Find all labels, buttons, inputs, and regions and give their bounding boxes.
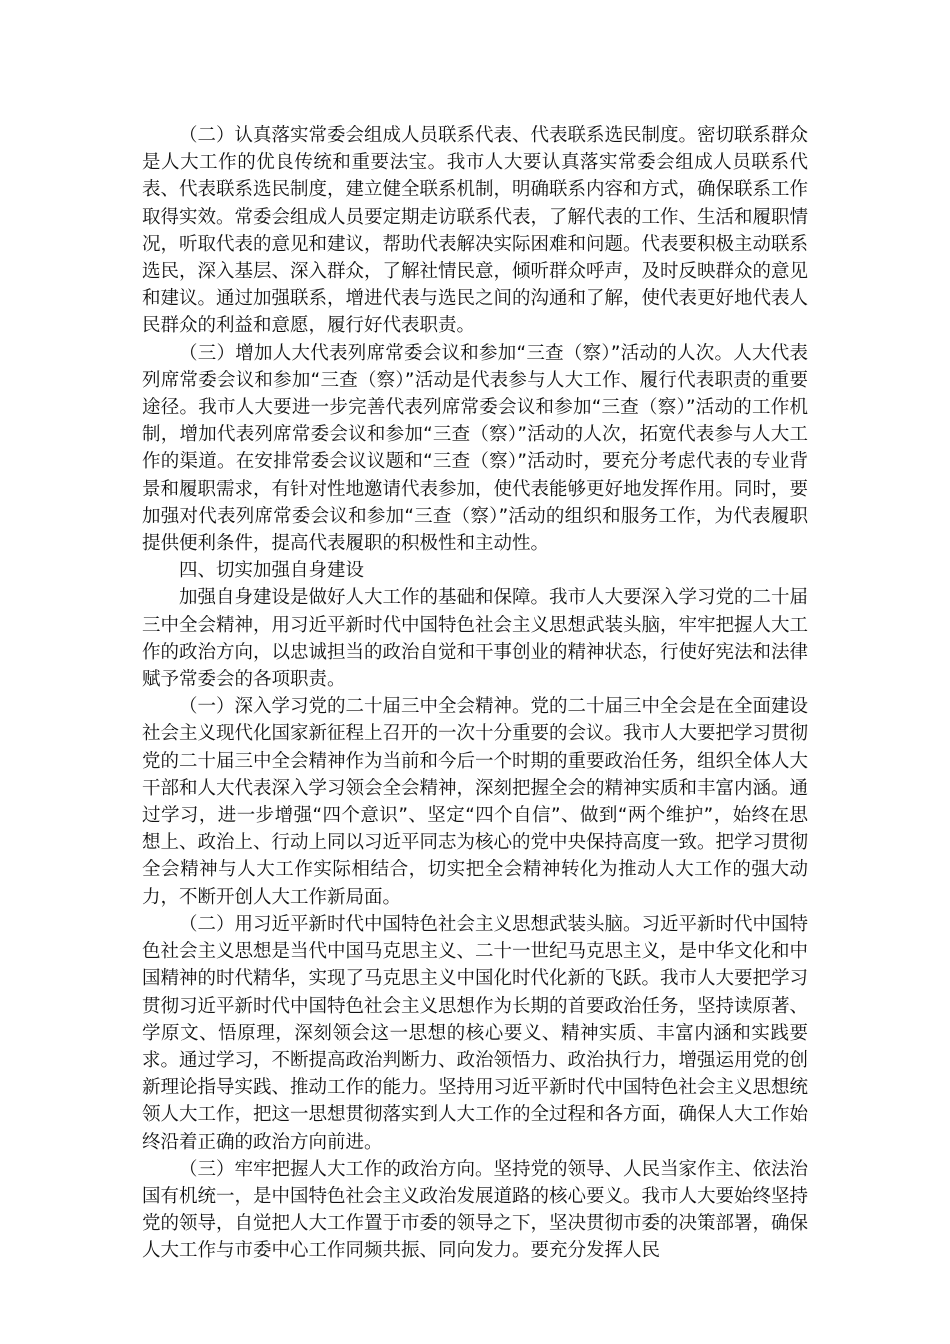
paragraph-sancha-activities: （三）增加人大代表列席常委会议和参加“三查（察）”活动的人次。人大代表列席常委会议和参加“三查（察）”活动是代表参与人大工作、履行代表职责的重要途径。我市人大要进一步完善代表列席常委会议和参加“三查（察）”活动的工作机制，增加代表列席常委会议和参加“三查（察）”活动的人次，拓宽代表参与人大工作的渠道。在安排常委会议议题和“三查（察）”活动时，要充分考虑代表的专业背景和履职需求，有针对性地邀请代表参加，使代表能够更好地发挥作用。同时，要加强对代表列席常委会议和参加“三查（察）”活动的组织和服务工作，为代表履职提供便利条件，提高代表履职的积极性和主动性。 (142, 342, 809, 555)
paragraph-self-building-intro: 加强自身建设是做好人大工作的基础和保障。我市人大要深入学习党的二十届三中全会精神，用习近平新时代中国特色社会主义思想武装头脑，牢牢把握人大工作的政治方向，以忠诚担当的政治自觉和干事创业的精神状态，行使好宪法和法律赋予常委会的各项职责。 (142, 587, 809, 691)
section-heading-self-building: 四、切实加强自身建设 (179, 560, 365, 582)
paragraph-representative-liaison: （二）认真落实常委会组成人员联系代表、代表联系选民制度。密切联系群众是人大工作的优良传统和重要法宝。我市人大要认真落实常委会组成人员联系代表、代表联系选民制度，建立健全联系机制，明确联系内容和方式，确保联系工作取得实效。常委会组成人员要定期走访联系代表，了解代表的工作、生活和履职情况，听取代表的意见和建议，帮助代表解决实际困难和问题。代表要积极主动联系选民，深入基层、深入群众，了解社情民意，倾听群众呼声，及时反映群众的意见和建议。通过加强联系，增进代表与选民之间的沟通和了解，使代表更好地代表人民群众的利益和意愿，履行好代表职责。 (142, 125, 809, 337)
paragraph-third-plenum-study: （一）深入学习党的二十届三中全会精神。党的二十届三中全会是在全面建设社会主义现代化国家新征程上召开的一次十分重要的会议。我市人大要把学习贯彻党的二十届三中全会精神作为当前和今后一个时期的重要政治任务，组织全体人大干部和人大代表深入学习领会全会精神，深刻把握全会的精神实质和丰富内涵。通过学习，进一步增强“四个意识”、坚定“四个自信”、做到“两个维护”，始终在思想上、政治上、行动上同以习近平同志为核心的党中央保持高度一致。把学习贯彻全会精神与人大工作实际相结合，切实把全会精神转化为推动人大工作的强大动力，不断开创人大工作新局面。 (142, 696, 809, 908)
paragraph-political-direction: （三）牢牢把握人大工作的政治方向。坚持党的领导、人民当家作主、依法治国有机统一，是中国特色社会主义政治发展道路的核心要义。我市人大要始终坚持党的领导，自觉把人大工作置于市委的领导之下，坚决贯彻市委的决策部署，确保人大工作与市委中心工作同频共振、同向发力。要充分发挥人民 (142, 1158, 809, 1262)
paragraph-xi-thought: （二）用习近平新时代中国特色社会主义思想武装头脑。习近平新时代中国特色社会主义思想是当代中国马克思主义、二十一世纪马克思主义，是中华文化和中国精神的时代精华，实现了马克思主义中国化时代化新的飞跃。我市人大要把学习贯彻习近平新时代中国特色社会主义思想作为长期的首要政治任务，坚持读原著、学原文、悟原理，深刻领会这一思想的核心要义、精神实质、丰富内涵和实践要求。通过学习，不断提高政治判断力、政治领悟力、政治执行力，增强运用党的创新理论指导实践、推动工作的能力。坚持用习近平新时代中国特色社会主义思想统领人大工作，把这一思想贯彻落实到人大工作的全过程和各方面，确保人大工作始终沿着正确的政治方向前进。 (142, 913, 809, 1153)
document-page (142, 122, 808, 1265)
